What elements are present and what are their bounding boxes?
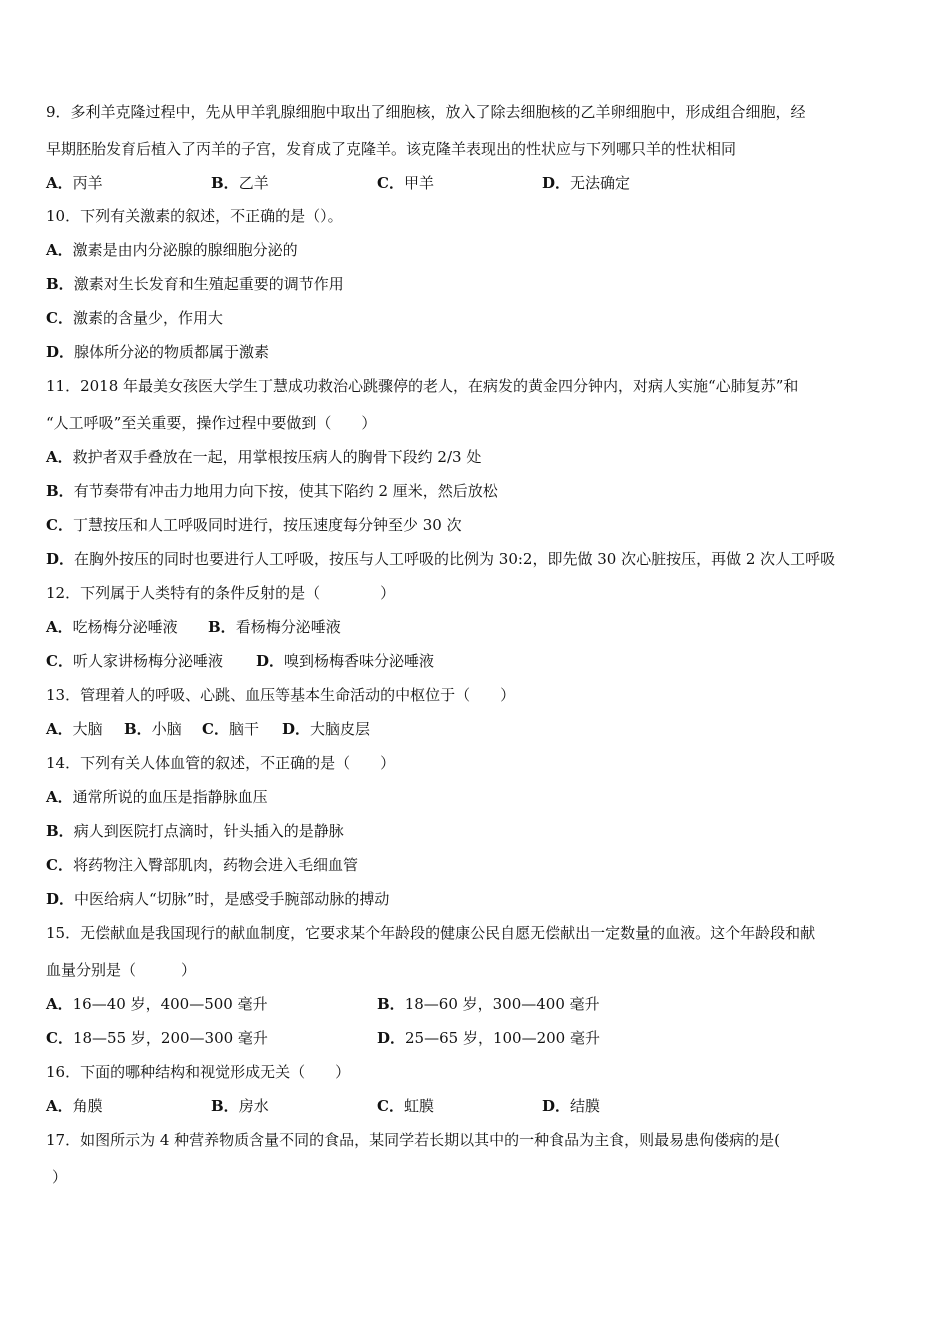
question-9-stem-line-1: 9．多利羊克隆过程中，先从甲羊乳腺细胞中取出了细胞核，放入了除去细胞核的乙羊卵细胞中，形成组合细胞，经 xyxy=(46,103,806,121)
question-10-option-c: C．激素的含量少，作用大 xyxy=(46,309,223,327)
question-11-stem-line-1: 11．2018 年最美女孩医大学生丁慧成功救治心跳骤停的老人，在病发的黄金四分钟内，对病人实施“心肺复苏”和 xyxy=(46,377,799,395)
question-13-option-d: D．大脑皮层 xyxy=(282,720,371,738)
question-16-option-a: A．角膜 xyxy=(46,1097,103,1115)
question-13-option-c: C．脑干 xyxy=(202,720,259,738)
question-15-option-a: A．16—40 岁，400—500 毫升 xyxy=(46,995,268,1013)
question-12-option-c: C．听人家讲杨梅分泌唾液 xyxy=(46,652,223,670)
question-9-option-b: B．乙羊 xyxy=(211,174,269,192)
question-14-stem: 14．下列有关人体血管的叙述，不正确的是（ ） xyxy=(46,754,396,772)
question-9-stem-line-2: 早期胚胎发育后植入了丙羊的子宫，发育成了克隆羊。该克隆羊表现出的性状应与下列哪只羊的性状相同 xyxy=(46,140,737,158)
question-15-option-d: D．25—65 岁，100—200 毫升 xyxy=(377,1029,600,1047)
question-14-option-a: A．通常所说的血压是指静脉血压 xyxy=(46,788,268,806)
question-12-option-b: B．看杨梅分泌唾液 xyxy=(208,618,341,636)
question-11-option-d: D．在胸外按压的同时也要进行人工呼吸，按压与人工呼吸的比例为 30:2，即先做 30 次心脏按压，再做 2 次人工呼吸 xyxy=(46,550,836,568)
question-16-option-b: B．房水 xyxy=(211,1097,269,1115)
question-17-stem-line-1: 17．如图所示为 4 种营养物质含量不同的食品，某同学若长期以其中的一种食品为主食，则最易患佝偻病的是( xyxy=(46,1131,781,1149)
question-11-option-c: C．丁慧按压和人工呼吸同时进行，按压速度每分钟至少 30 次 xyxy=(46,516,462,534)
question-14-option-c: C．将药物注入臀部肌肉，药物会进入毛细血管 xyxy=(46,856,358,874)
question-15-stem-line-2: 血量分别是（ ） xyxy=(46,961,197,979)
question-16-option-d: D．结膜 xyxy=(542,1097,601,1115)
question-16-option-c: C．虹膜 xyxy=(377,1097,434,1115)
question-15-stem-line-1: 15．无偿献血是我国现行的献血制度，它要求某个年龄段的健康公民自愿无偿献出一定数量的血液。这个年龄段和献 xyxy=(46,924,816,942)
question-14-option-d: D．中医给病人“切脉”时，是感受手腕部动脉的搏动 xyxy=(46,890,390,908)
question-12-stem: 12．下列属于人类特有的条件反射的是（ ） xyxy=(46,584,396,602)
question-10-stem: 10．下列有关激素的叙述，不正确的是（）。 xyxy=(46,207,343,225)
question-15-option-c: C．18—55 岁，200—300 毫升 xyxy=(46,1029,268,1047)
question-12-option-a: A．吃杨梅分泌唾液 xyxy=(46,618,178,636)
question-16-stem: 16．下面的哪种结构和视觉形成无关（ ） xyxy=(46,1063,351,1081)
question-10-option-d: D．腺体所分泌的物质都属于激素 xyxy=(46,343,270,361)
question-11-option-b: B．有节奏带有冲击力地用力向下按，使其下陷约 2 厘米，然后放松 xyxy=(46,482,498,500)
question-17-stem-line-2: ） xyxy=(52,1168,68,1186)
question-9-option-d: D．无法确定 xyxy=(542,174,631,192)
question-12-option-d: D．嗅到杨梅香味分泌唾液 xyxy=(256,652,435,670)
question-9-option-a: A．丙羊 xyxy=(46,174,103,192)
question-11-stem-line-2: “人工呼吸”至关重要，操作过程中要做到（ ） xyxy=(46,414,377,432)
question-13-stem: 13．管理着人的呼吸、心跳、血压等基本生命活动的中枢位于（ ） xyxy=(46,686,516,704)
question-11-option-a: A．救护者双手叠放在一起，用掌根按压病人的胸骨下段约 2/3 处 xyxy=(46,448,482,466)
question-13-option-a: A．大脑 xyxy=(46,720,103,738)
question-14-option-b: B．病人到医院打点滴时，针头插入的是静脉 xyxy=(46,822,344,840)
question-10-option-b: B．激素对生长发育和生殖起重要的调节作用 xyxy=(46,275,344,293)
question-15-option-b: B．18—60 岁，300—400 毫升 xyxy=(377,995,600,1013)
question-10-option-a: A．激素是由内分泌腺的腺细胞分泌的 xyxy=(46,241,298,259)
question-9-option-c: C．甲羊 xyxy=(377,174,434,192)
question-13-option-b: B．小脑 xyxy=(124,720,182,738)
